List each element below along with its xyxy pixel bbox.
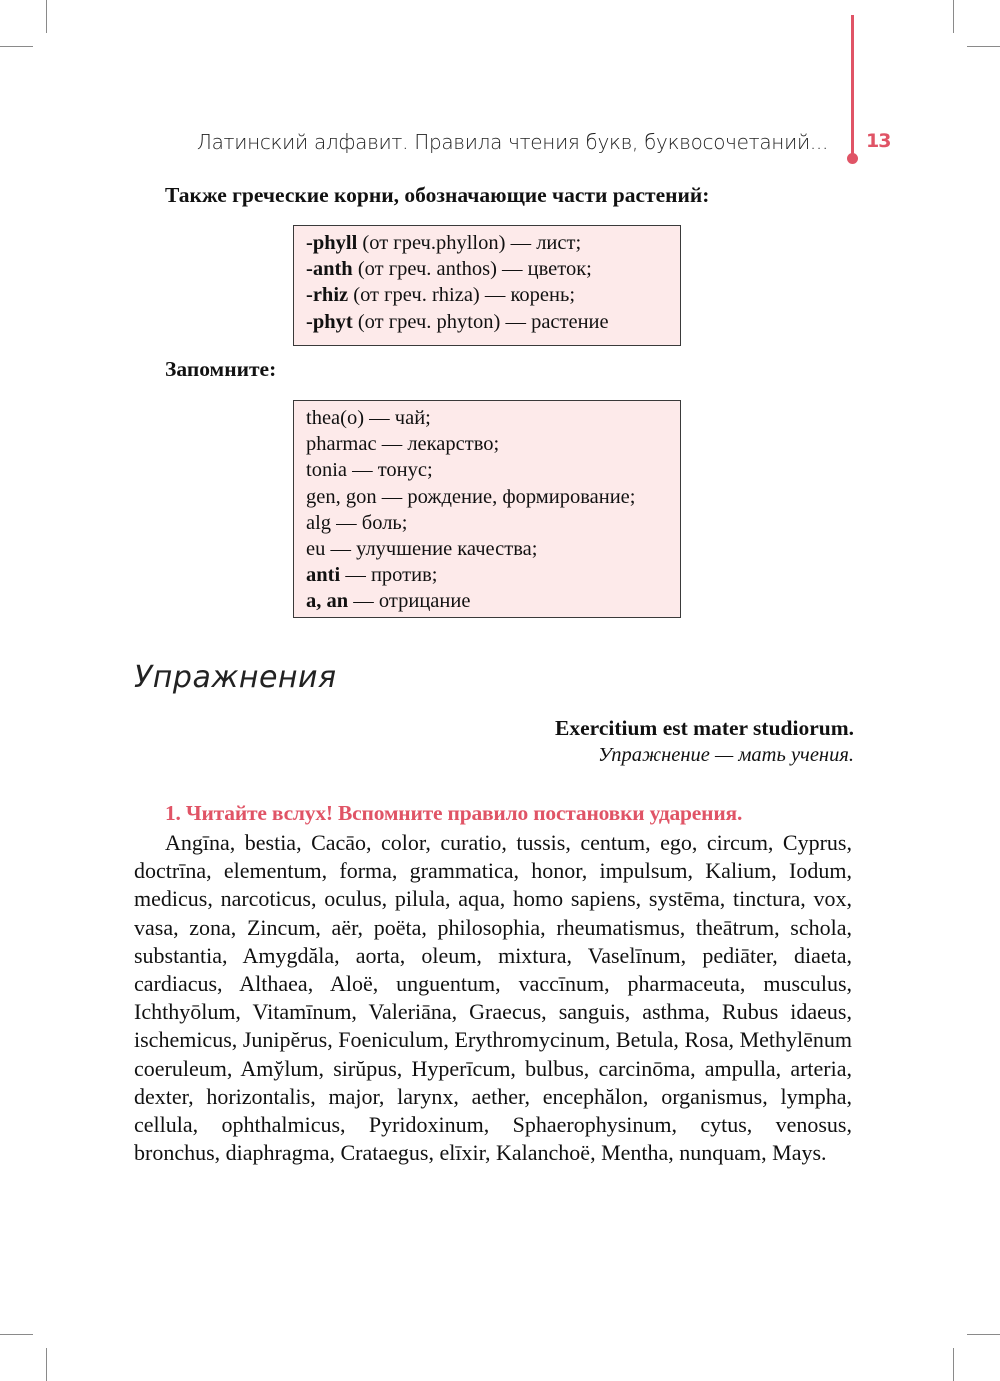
remember-definition: thea(o) — чай; — [306, 407, 431, 429]
header-accent-rule — [851, 15, 854, 159]
remember-definition: pharmac — лекарство; — [306, 433, 500, 456]
remember-definition: tonia — тонус; — [306, 459, 433, 482]
root-definition: (от греч. anthos) — цветок; — [352, 258, 592, 281]
task-1-title: 1. Читайте вслух! Вспомните правило постановки ударения. — [165, 801, 743, 825]
greek-roots-box — [293, 225, 681, 346]
remember-item — [306, 405, 680, 431]
task-1-word-list: Angīna, bestia, Cacāo, color, curatio, tussis, centum, ego, circum, Cyprus, doctrīna, elementum, forma, grammatica, honor, impulsum, Kalium, Iodum, medicus, narcoticus, oculus, pilula, aqua, homo sapiens, systēma, tinctura, vox, vasa, zona, Zincum, aër, poëta, philosophia, rheumatismus, theātrum, schola, substantia, Amygdăla, aorta, oleum, mixtura, Vaselīnum, pediāter, diaeta, cardiacus, Althaea, Aloë, unguentum, vaccīnum, pharmaceuta, musculus, Ichthyōlum, Vitamīnum, Valeriāna, Graecus, sanguis, asthma, Rubus idaeus, ischemicus, Junipĕrus, Foeniculum, Erythromycinum, Betula, Rosa, Methylēnum coeruleum, Amy̆lum, sirŭpus, Hyperīcum, bulbus, carcinōma, ampulla, arteria, dexter, horizontalis, major, larynx, aether, encephălon, organismus, lympha, cellula, ophthalmicus, Pyridoxinum, Sphaerophysinum, cytus, venosus, bronchus, diaphragma, Crataegus, elīxir, Kalanchoë, Mentha, nunquam, Mays. — [134, 830, 852, 1166]
crop-mark-bottom-left-vertical — [46, 1348, 47, 1381]
motto-russian: Упражнение — мать учения. — [598, 744, 854, 766]
root-term: -phyt — [306, 310, 353, 333]
crop-mark-top-left-horizontal — [0, 46, 33, 47]
remember-item — [306, 457, 680, 483]
crop-mark-top-left-vertical — [46, 0, 47, 33]
remember-item — [306, 588, 680, 614]
crop-mark-bottom-right-vertical — [953, 1348, 954, 1381]
crop-mark-top-right-horizontal — [967, 46, 1000, 47]
running-header-title: Латинский алфавит. Правила чтения букв, буквосочетаний... — [196, 130, 828, 154]
section-title: Упражнения — [134, 660, 337, 695]
page-number: 13 — [866, 130, 891, 152]
crop-mark-bottom-left-horizontal — [0, 1334, 33, 1335]
root-definition: (от греч.phyllon) — лист; — [357, 232, 582, 254]
greek-roots-heading: Также греческие корни, обозначающие части растений: — [165, 183, 710, 207]
remember-item — [306, 510, 680, 536]
header-accent-dot — [847, 153, 858, 164]
root-term: -anth — [306, 258, 353, 281]
greek-root-item — [306, 282, 680, 308]
remember-item — [306, 431, 680, 457]
root-definition: (от греч. phyton) — растение — [352, 310, 609, 333]
remember-definition: — против; — [340, 564, 438, 587]
remember-term: anti — [306, 564, 341, 587]
remember-definition: eu — улучшение качества; — [306, 538, 538, 561]
remember-box — [293, 400, 681, 618]
remember-definition: alg — боль; — [306, 511, 408, 534]
remember-item — [306, 562, 680, 588]
remember-definition: — отрицание — [348, 590, 471, 613]
root-definition: (от греч. rhiza) — корень; — [348, 284, 576, 307]
greek-root-item — [306, 309, 680, 335]
greek-root-item — [306, 256, 680, 282]
crop-mark-top-right-vertical — [953, 0, 954, 33]
greek-root-item — [306, 230, 680, 256]
root-term: -phyll — [306, 232, 358, 254]
remember-item — [306, 484, 680, 510]
remember-heading: Запомните: — [165, 357, 277, 381]
crop-mark-bottom-right-horizontal — [967, 1334, 1000, 1335]
remember-definition: gen, gon — рождение, формирование; — [306, 485, 636, 508]
root-term: -rhiz — [306, 284, 349, 307]
remember-term: a, an — [306, 590, 349, 613]
motto-latin: Exercitium est mater studiorum. — [555, 716, 854, 740]
remember-item — [306, 536, 680, 562]
